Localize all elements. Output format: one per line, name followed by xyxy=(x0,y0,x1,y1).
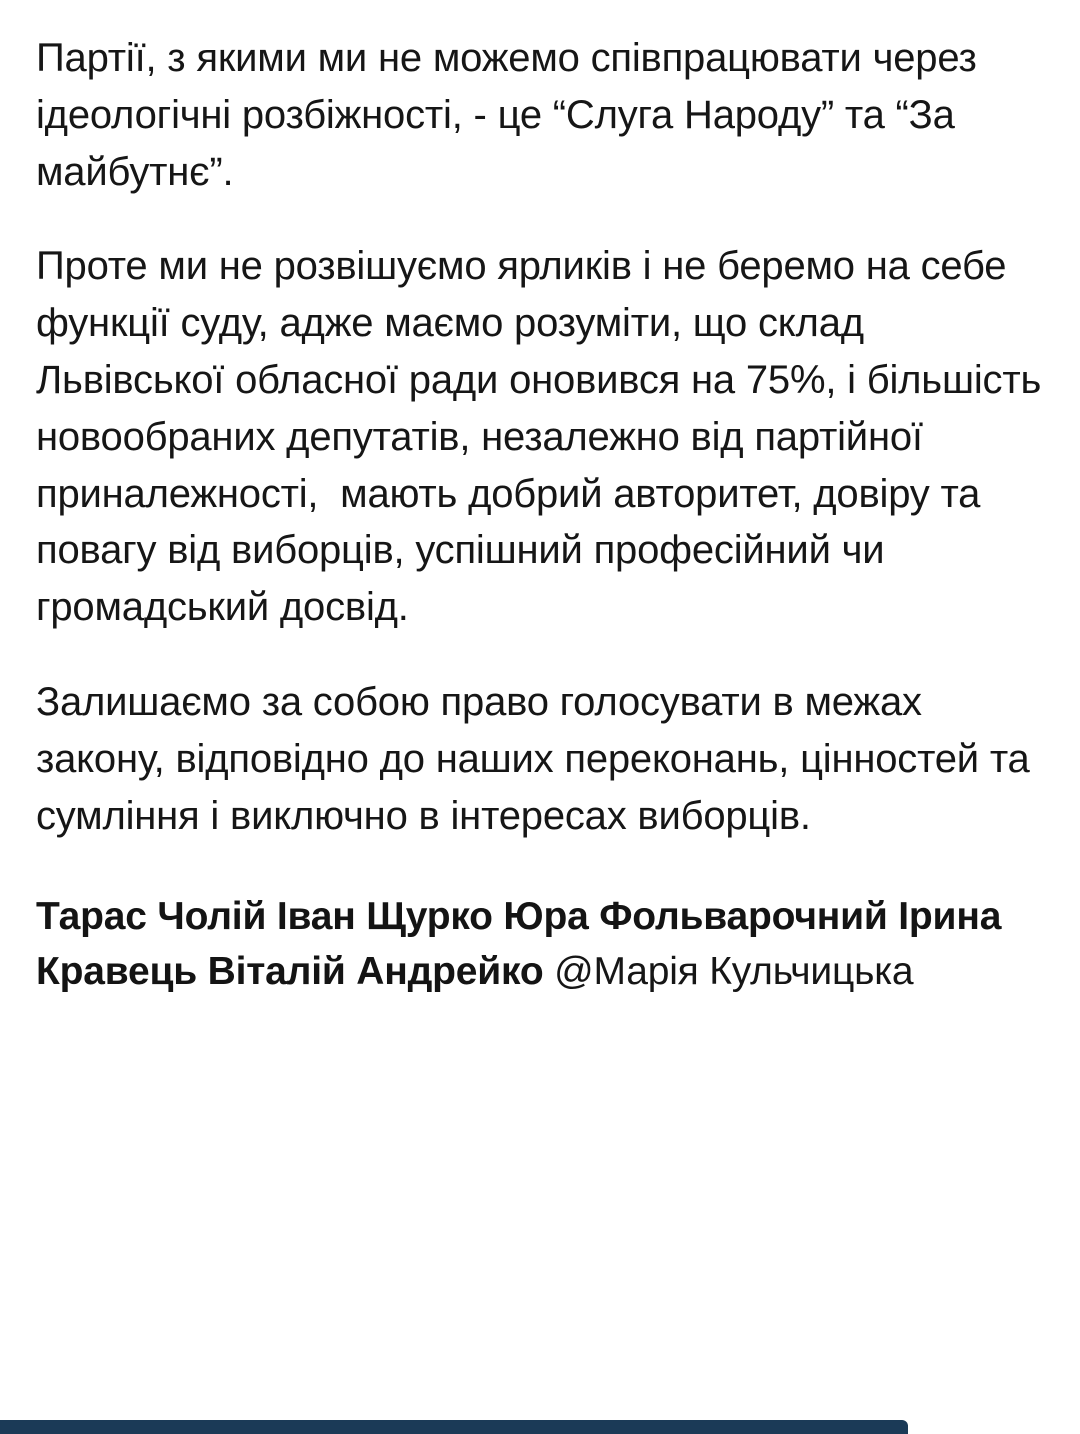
paragraph-1: Партії, з якими ми не можемо співпрацювати через ідеологічні розбіжності, - це “Слуга Народу” та “За майбутнє”. xyxy=(36,36,988,194)
signature-block xyxy=(36,890,1044,999)
signature-mention: @Марія Кульчицька xyxy=(554,949,914,993)
paragraph-2: Проте ми не розвішуємо ярликів і не беремо на себе функції суду, адже маємо розуміти, що склад Львівської обласної ради оновився на 75%, і більшість новообраних депутатів, незалежно від партійної приналежності, мають добрий авторитет, довіру та повагу від виборців, успішний професійний чи громадський досвід. xyxy=(36,244,1053,630)
bottom-progress-bar xyxy=(0,1412,1080,1434)
post-body xyxy=(36,30,1053,1000)
paragraph-3: Залишаємо за собою право голосувати в межах закону, відповідно до наших переконань, цінностей та сумління і виключно в інтересах виборців. xyxy=(36,679,1041,838)
progress-bar-track xyxy=(908,1420,1080,1434)
signature-names: Тарас Чолій Іван Щурко Юра Фольварочний Ірина Кравець Віталій Андрейко xyxy=(36,895,1012,993)
progress-bar-fill xyxy=(0,1420,908,1434)
